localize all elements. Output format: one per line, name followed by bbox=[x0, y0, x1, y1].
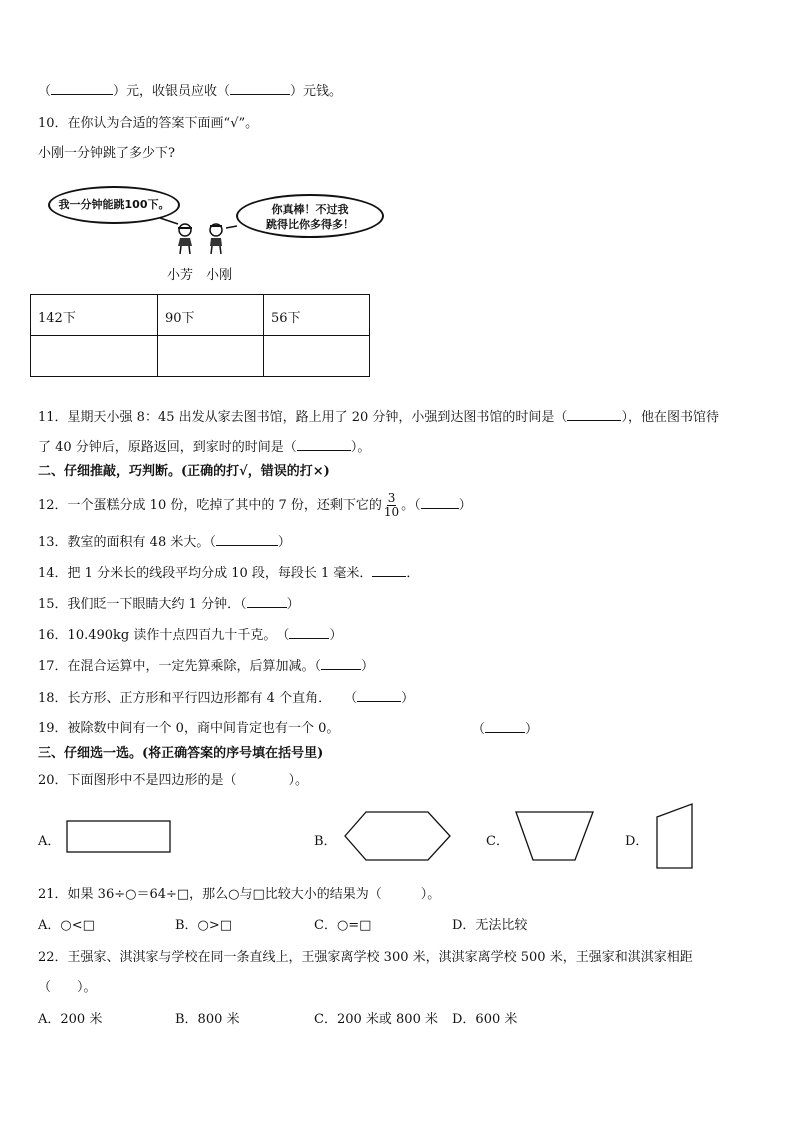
q22-choice-c[interactable]: C．200 米或 800 米 bbox=[314, 1012, 438, 1027]
q10-illustration bbox=[40, 180, 390, 285]
q18: 18．长方形、正方形和平行四边形都有 4 个直角． （ ） bbox=[38, 691, 415, 706]
q13: 13．教室的面积有 48 米大。（ ） bbox=[38, 535, 291, 550]
section-3-heading: 三、仔细选一选。(将正确答案的序号填在括号里) bbox=[38, 746, 324, 761]
q22-choice-b[interactable]: B．800 米 bbox=[175, 1012, 240, 1027]
q11-line2: 了 40 分钟后，原路返回，到家时的时间是（ ）。 bbox=[38, 440, 371, 455]
q21-choice-b[interactable]: B．○>□ bbox=[175, 918, 233, 933]
q22-line1: 22．王强家、淇淇家与学校在同一条直线上，王强家离学校 300 米，淇淇家离学校 500 米，王强家和淇淇家相距 bbox=[38, 950, 693, 965]
option-cell: 142下 bbox=[31, 295, 158, 336]
section-2-heading: 二、仔细推敲，巧判断。(正确的打√，错误的打×) bbox=[38, 464, 330, 479]
rectangle-shape bbox=[67, 821, 170, 852]
q20-choice-b[interactable]: B． bbox=[314, 834, 337, 849]
q10-title: 10．在你认为合适的答案下面画“√”。 bbox=[38, 116, 259, 131]
option-cell: 90下 bbox=[158, 295, 264, 336]
q21-choice-d[interactable]: D．无法比较 bbox=[452, 918, 528, 933]
answer-blank[interactable] bbox=[289, 626, 329, 639]
q16: 16．10.490kg 读作十点四百九十千克。 （ ） bbox=[38, 628, 343, 643]
q21: 21．如果 36÷○＝64÷□，那么○与□比较大小的结果为（ ）。 bbox=[38, 887, 441, 902]
fraction: $\frac{3}{10}$ bbox=[383, 491, 400, 519]
q20-choice-c[interactable]: C． bbox=[486, 834, 509, 849]
q21-choice-a[interactable]: A．○<□ bbox=[38, 918, 95, 933]
q22-choice-a[interactable]: A．200 米 bbox=[38, 1012, 103, 1027]
trapezoid-shape bbox=[516, 812, 593, 860]
answer-blank[interactable] bbox=[567, 408, 621, 421]
speech-bubble-right: 你真棒！不过我 跳得比你多得多！ bbox=[236, 194, 384, 238]
q22-choice-d[interactable]: D．600 米 bbox=[452, 1012, 518, 1027]
q20-choice-a[interactable]: A． bbox=[38, 834, 61, 849]
q17: 17．在混合运算中，一定先算乘除，后算加减。（ ） bbox=[38, 659, 375, 674]
name-xiaofang: 小芳 bbox=[167, 268, 194, 283]
answer-blank[interactable] bbox=[297, 438, 351, 451]
check-cell[interactable] bbox=[31, 336, 158, 377]
option-cell: 56下 bbox=[264, 295, 370, 336]
answer-blank[interactable] bbox=[51, 82, 113, 95]
q10-answer-table bbox=[30, 294, 370, 377]
answer-blank[interactable] bbox=[421, 496, 459, 509]
q12: 12．一个蛋糕分成 10 份，吃掉了其中的 7 份，还剩下它的 $\frac{3}{10}$ 。（ ） bbox=[38, 491, 472, 519]
speech-bubble-left: 我一分钟能跳100下。 bbox=[48, 186, 180, 224]
q15: 15．我们眨一下眼睛大约 1 分钟．（ ） bbox=[38, 597, 300, 612]
q11-line1: 11．星期天小强 8：45 出发从家去图书馆，路上用了 20 分钟，小强到达图书馆的时间是（ ），他在图书馆待 bbox=[38, 410, 719, 425]
right-trapezoid-shape bbox=[657, 804, 692, 868]
check-cell[interactable] bbox=[264, 336, 370, 377]
answer-blank[interactable] bbox=[485, 720, 525, 733]
name-xiaogang: 小刚 bbox=[206, 268, 233, 283]
q9-tail: （ ）元，收银员应收（ ）元钱。 bbox=[38, 84, 343, 99]
q10-question: 小刚一分钟跳了多少下? bbox=[38, 146, 175, 161]
answer-blank[interactable] bbox=[372, 564, 406, 577]
answer-blank[interactable] bbox=[216, 533, 278, 546]
answer-blank[interactable] bbox=[357, 689, 401, 702]
answer-blank[interactable] bbox=[230, 82, 290, 95]
check-cell[interactable] bbox=[158, 336, 264, 377]
q20-shapes bbox=[0, 800, 794, 875]
q19: 19．被除数中间有一个 0，商中间肯定也有一个 0。 bbox=[38, 721, 340, 736]
answer-blank[interactable] bbox=[321, 657, 361, 670]
answer-blank[interactable] bbox=[247, 595, 287, 608]
q19-answer: （ ） bbox=[472, 722, 539, 737]
hexagon-shape bbox=[345, 812, 450, 860]
q14: 14．把 1 分米长的线段平均分成 10 段，每段长 1 毫米． ． bbox=[38, 566, 420, 581]
q20: 20．下面图形中不是四边形的是（ ）。 bbox=[38, 773, 309, 788]
q22-line2: （ ）。 bbox=[38, 980, 97, 995]
q20-choice-d[interactable]: D． bbox=[625, 834, 649, 849]
q21-choice-c[interactable]: C．○=□ bbox=[314, 918, 372, 933]
